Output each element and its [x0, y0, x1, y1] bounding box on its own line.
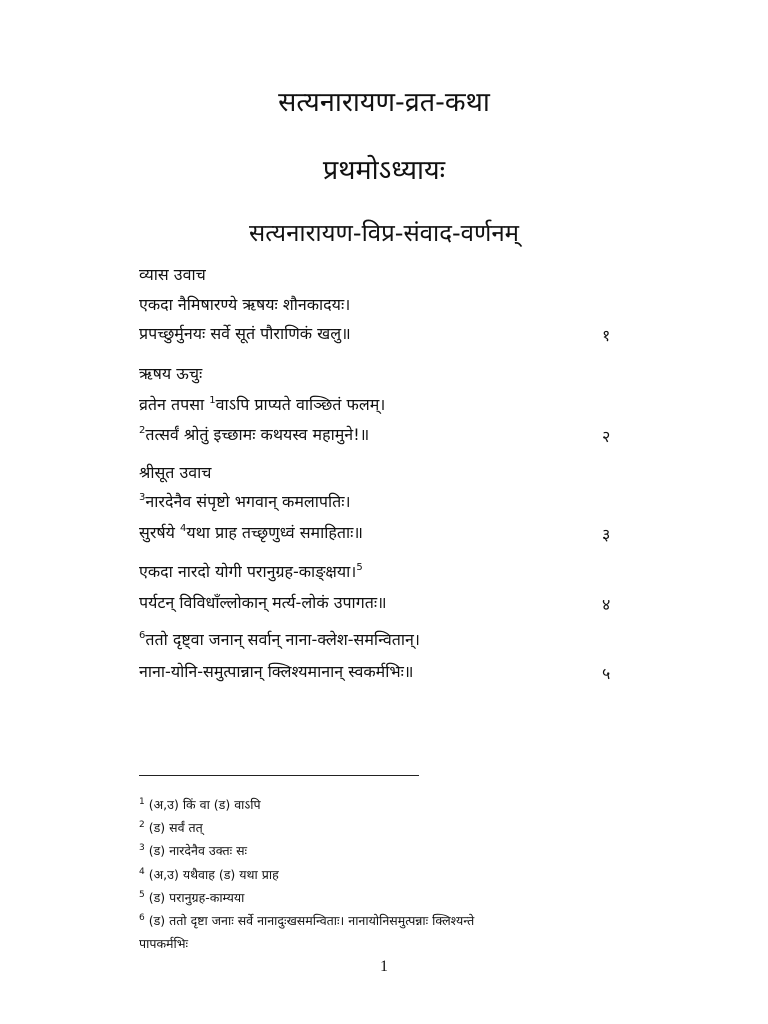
- verse-3-line-2-text-a: सुरर्षये: [139, 523, 180, 542]
- footnote-1-text: (अ,उ) किं वा (ड) वाऽपि: [148, 797, 261, 812]
- verse-3-line-1-text: नारदेनैव संपृष्टो भगवान् कमलापतिः।: [145, 492, 351, 511]
- footnote-ref-4: 4: [179, 523, 187, 534]
- footnote-4-mark: 4: [139, 867, 145, 877]
- footnote-4-text: (अ,उ) यथैवाह (ड) यथा प्राह: [148, 867, 279, 882]
- footnote-3: [139, 842, 247, 859]
- footnote-2: [139, 819, 203, 836]
- verse-4-line-1: [139, 560, 363, 582]
- footnote-6: [139, 912, 474, 929]
- document-title: सत्यनारायण-व्रत-कथा: [278, 87, 490, 118]
- page-number: 1: [380, 958, 388, 975]
- verse-3-line-1: [139, 490, 351, 512]
- verse-2-line-2-text: तत्सर्वं श्रोतुं इच्छामः कथयस्व महामुने!॥: [145, 425, 370, 444]
- footnote-3-text: (ड) नारदेनैव उक्तः सः: [148, 843, 248, 858]
- footnote-2-text: (ड) सर्वं तत्: [148, 820, 203, 835]
- verse-2-line-2: [139, 423, 369, 445]
- verse-4-line-2: पर्यटन् विविधाँल्लोकान् मर्त्य-लोकं उपागतः॥: [139, 593, 387, 612]
- verse-1-line-2: प्रपच्छुर्मुनयः सर्वे सूतं पौराणिकं खलु॥: [139, 324, 351, 343]
- footnote-4: [139, 866, 279, 883]
- verse-5-line-1: [139, 628, 420, 650]
- verse-4-line-1-text: एकदा नारदो योगी परानुग्रह-काङ्क्षया।: [139, 562, 357, 581]
- footnote-3-mark: 3: [139, 843, 145, 853]
- verse-3-line-2-text-b: यथा प्राह तच्छृणुध्वं समाहिताः॥: [186, 523, 363, 542]
- verse-2-line-1-text-b: वाऽपि प्राप्यते वाञ्छितं फलम्।: [215, 395, 386, 414]
- footnote-1-mark: 1: [139, 797, 145, 807]
- footnote-separator: [139, 775, 419, 776]
- verse-5-line-1-text: ततो दृष्ट्वा जनान् सर्वान् नाना-क्लेश-समन्वितान्।: [145, 630, 420, 649]
- footnote-6-continuation: पापकर्मभिः: [139, 936, 189, 951]
- footnote-6-text: (ड) ततो दृष्टा जनाः सर्वे नानादुःखसमन्विताः। नानायोनिसमुत्पन्नाः क्लिश्यन्ते: [148, 913, 475, 928]
- footnote-5: [139, 889, 244, 906]
- section-heading: सत्यनारायण-विप्र-संवाद-वर्णनम्: [248, 219, 520, 247]
- footnote-2-mark: 2: [139, 820, 145, 830]
- verse-5-line-2: नाना-योनि-समुत्पान्नान् क्लिश्यमानान् स्वकर्मभिः॥: [139, 662, 414, 681]
- footnote-6-mark: 6: [139, 913, 145, 923]
- verse-3-number: ३: [602, 525, 611, 544]
- chapter-heading: प्रथमोऽध्यायः: [322, 155, 446, 186]
- footnote-ref-2: 2: [139, 425, 146, 436]
- verse-2-line-1: [139, 393, 385, 415]
- verse-1-line-1: एकदा नैमिषारण्ये ऋषयः शौनकादयः।: [139, 295, 351, 314]
- footnote-ref-3: 3: [139, 492, 146, 503]
- footnote-ref-5: 5: [356, 562, 363, 573]
- verse-3-line-2: [139, 521, 363, 543]
- footnote-1: [139, 796, 261, 813]
- verse-1-speaker: व्यास उवाच: [139, 265, 206, 284]
- verse-5-number: ५: [602, 664, 611, 683]
- footnote-ref-1: 1: [209, 395, 216, 406]
- verse-4-number: ४: [602, 595, 611, 614]
- footnote-5-text: (ड) परानुग्रह-काम्यया: [148, 890, 245, 905]
- verse-2-speaker: ऋषय ऊचुः: [139, 364, 203, 383]
- footnote-ref-6: 6: [139, 630, 146, 641]
- verse-1-number: १: [602, 326, 611, 345]
- verse-3-speaker: श्रीसूत उवाच: [139, 463, 212, 482]
- verse-2-number: २: [602, 427, 611, 446]
- footnote-5-mark: 5: [139, 890, 145, 900]
- verse-2-line-1-text-a: व्रतेन तपसा: [139, 395, 210, 414]
